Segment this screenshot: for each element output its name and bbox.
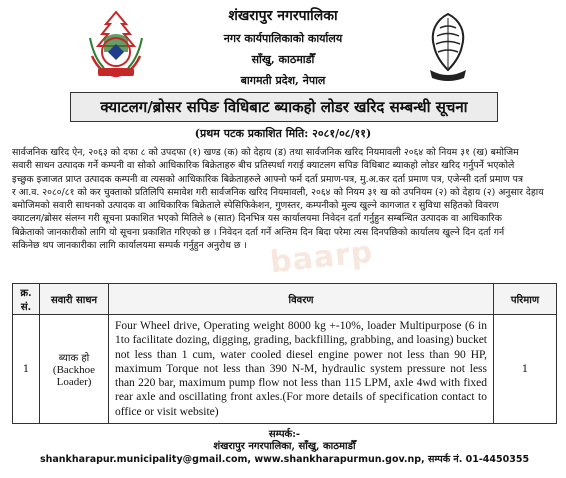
spec-table bbox=[12, 283, 557, 424]
body-line: क्याटलग/ब्रोसर संलग्न गरी सूचना प्रकाशित भएको मितिले ७ (सात) दिनभित्र यस कार्यालयमा निवेदन दर्ता गर्नुहुन सम्बन्धित उत्पादक वा आधिकारिक bbox=[12, 213, 502, 225]
body-line: सवारी साधन उत्पादक गर्ने कम्पनी वा सोको आधिकारिक बिक्रेताहरु बीच प्रतिस्पर्धा गराई क्याटलग सपिङ विधिबाट ब्याकहो लोडर खरिद गर्नुपर्ने भएकोले bbox=[12, 160, 515, 172]
conch-shell-logo-icon bbox=[424, 10, 472, 82]
body-line: बमोजिमको सवारी साधनको उत्पादक वा आधिकारिक बिक्रेताले स्पेसिफिकेशन, गुणस्तर, कम्पनीको मुल्य खुल्ने कागजात र सुविधा सहितको विवरण bbox=[12, 200, 499, 212]
col-quantity: परिमाण bbox=[494, 284, 557, 315]
table-row bbox=[13, 315, 557, 424]
watermark-logo: baarp bbox=[268, 234, 375, 281]
vehicle-name-en: (Backhoe Loader) bbox=[52, 364, 96, 389]
body-line: सकिनेछ थप जानकारीका लागि कार्यालयमा सम्पर्क गर्नुहुन अनुरोध छ । bbox=[12, 240, 247, 252]
col-serial: क्र. सं. bbox=[13, 284, 40, 315]
province-name: बागमती प्रदेश, नेपाल bbox=[240, 74, 326, 87]
contact-office: शंखरापुर नगरपालिका, साँखु, काठमाडौँ bbox=[213, 441, 356, 452]
municipality-name: शंखरापुर नगरपालिका bbox=[228, 8, 338, 24]
notice-body bbox=[12, 146, 557, 252]
body-line: बिक्रेताको जानकारीको लागि यो सूचना प्रकाशित गरिएको छ । निवेदन दर्ता गर्ने अन्तिम दिन बिदा परेमा त्यस दिनपछिको कार्यालय खुल्ने दिन दर्ता गर्न bbox=[12, 226, 505, 238]
col-description: विवरण bbox=[109, 284, 494, 315]
notice-title: क्याटलग/ब्रोसर सपिङ विधिबाट ब्याकहो लोडर खरिद सम्बन्धी सूचना bbox=[70, 92, 498, 122]
table-header-row bbox=[13, 284, 557, 315]
body-line: इच्छुक इजाजत प्राप्त उत्पादक कम्पनी वा त्यसको आधिकारिक बिक्रेताहरुले आफ्नो फर्म दर्ता प्रमाण-पत्र, मु.अ.कर दर्ता प्रमाण पत्र, एजेन्सी दर्ता प्रमाण पत्र bbox=[12, 173, 523, 185]
col-vehicle: सवारी साधन bbox=[40, 284, 109, 315]
contact-details: shankharapur.municipality@gmail.com, www.shankharapurmun.gov.np, सम्पर्क नं. 01-4450355 bbox=[39, 454, 530, 465]
contact-label: सम्पर्क:- bbox=[268, 429, 301, 440]
body-line: र आ.व. २०८०/८१ को कर चुक्ताको प्रतिलिपि समावेश गरी सार्वजनिक खरिद नियमावली, २०६४ को नियम ३१ ख को उपनियम (२) को देहाय (२) अनुसार देहाय bbox=[12, 186, 544, 198]
body-line: सार्वजनिक खरिद ऐन, २०६३ को दफा ८ को उपदफा (१) खण्ड (क) को देहाय (ड) तथा सार्वजनिक खरिद नियमावली २०६४ को नियम ३१ (ख) बमोजिम bbox=[12, 147, 519, 158]
publish-date: (प्रथम पटक प्रकाशित मिति: २०८१/०८/११) bbox=[194, 127, 372, 140]
office-name: नगर कार्यपालिकाको कार्यालय bbox=[223, 32, 343, 45]
row-serial: 1 bbox=[13, 315, 40, 424]
nepal-emblem-icon bbox=[86, 8, 146, 82]
row-quantity: 1 bbox=[494, 315, 557, 424]
row-vehicle bbox=[40, 315, 109, 424]
row-specification: Four Wheel drive, Operating weight 8000 kg +-10%, loader Multipurpose (6 in 1to facilitate dozing, digging, grading, backfilling, grabbing, and loasing) bucket not less than 1 cum, water cooled diesel engine power not less than 90 HP, maximum Torque not less than 390 N-M, hydraulic system pressure not less than 220 bar, maximum pump flow not less than 115 LPM, axle 4wd with fixed rear axle and oscillating front axles.(For more details of specification contact to office or visit website) bbox=[109, 315, 494, 424]
office-address: साँखु, काठमाडौँ bbox=[251, 53, 315, 66]
vehicle-name-np: ब्याक हो bbox=[58, 353, 90, 365]
